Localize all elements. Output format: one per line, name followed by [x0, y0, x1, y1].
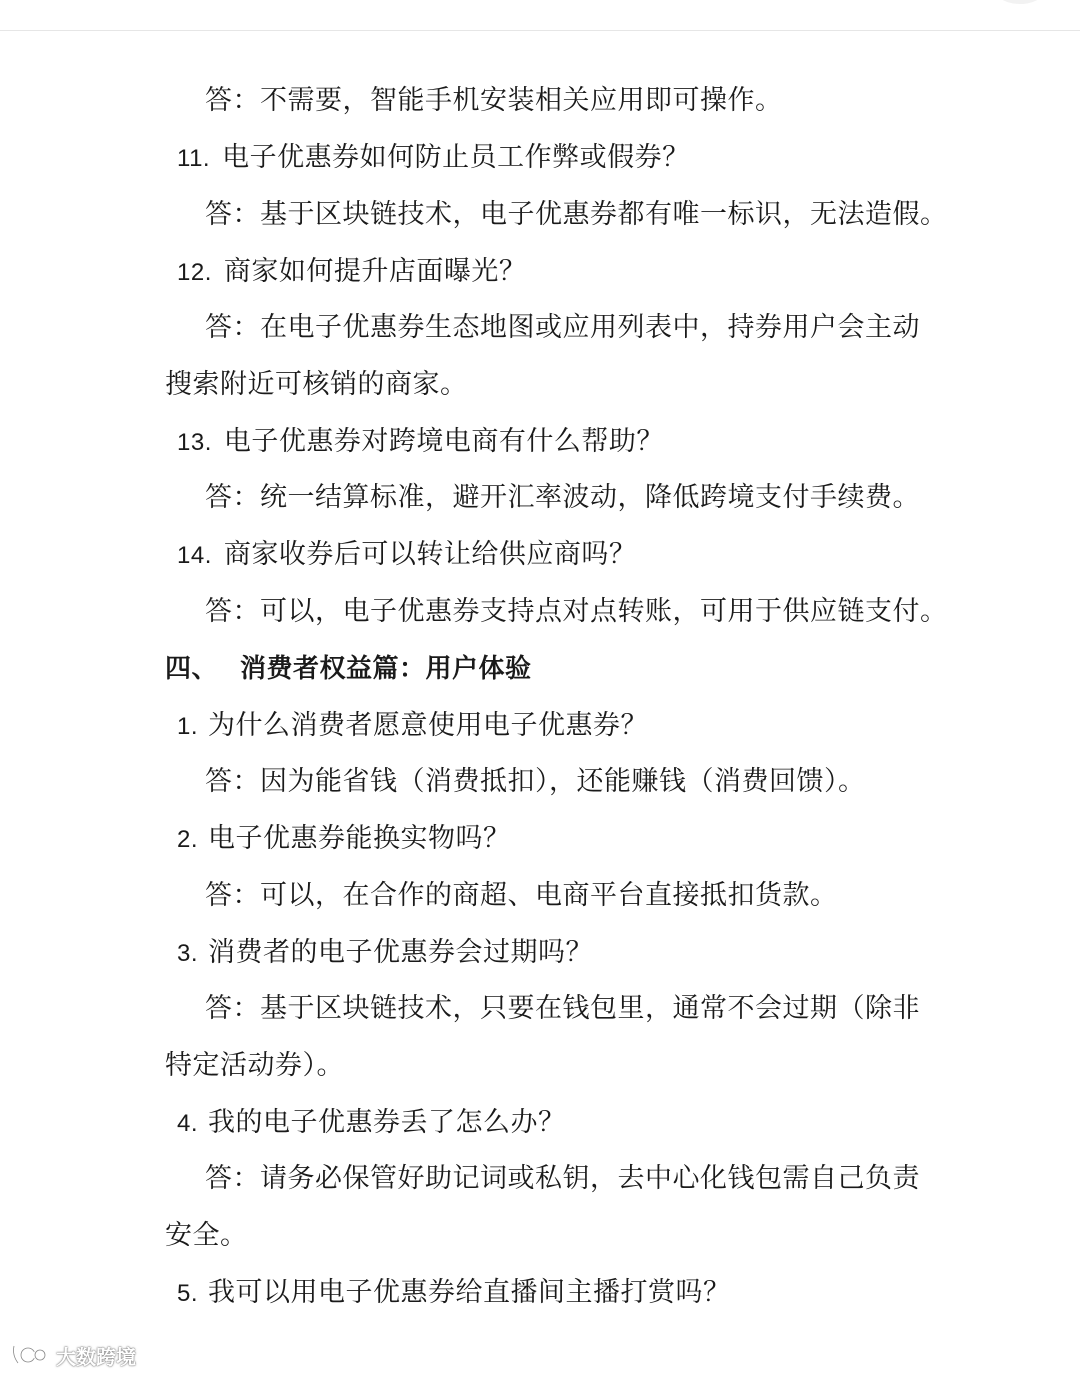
question-line — [177, 1276, 731, 1311]
answer-line: 答：统一结算标准，避开汇率波动，降低跨境支付手续费。 — [205, 482, 920, 513]
watermark — [10, 1340, 136, 1370]
question-number: 12. — [177, 259, 212, 286]
watermark-text: 大数跨境 — [56, 1344, 136, 1369]
question-line — [177, 255, 526, 290]
answer-continuation: 安全。 — [165, 1220, 248, 1251]
watermark-logo-icon — [10, 1342, 48, 1368]
question-text: 电子优惠券对跨境电商有什么帮助？ — [223, 426, 664, 457]
answer-continuation: 特定活动券）。 — [165, 1050, 344, 1081]
question-text: 为什么消费者愿意使用电子优惠券？ — [208, 710, 649, 741]
top-divider — [0, 30, 1080, 31]
question-number: 11. — [177, 145, 211, 172]
answer-line: 答：请务必保管好助记词或私钥，去中心化钱包需自己负责 — [205, 1163, 920, 1194]
question-line — [177, 141, 690, 176]
question-line — [177, 936, 593, 971]
question-text: 电子优惠券能换实物吗？ — [208, 823, 511, 854]
question-number: 13. — [177, 429, 212, 456]
question-text: 商家如何提升店面曝光？ — [223, 256, 527, 287]
question-number: 1. — [177, 713, 199, 740]
question-number: 14. — [177, 542, 212, 569]
section-number: 四、 — [165, 654, 219, 684]
question-line — [177, 1106, 566, 1141]
question-line — [177, 709, 648, 744]
section-heading — [165, 652, 532, 686]
answer-line: 答：可以，电子优惠券支持点对点转账，可用于供应链支付。 — [205, 596, 948, 627]
question-text: 我的电子优惠券丢了怎么办？ — [208, 1107, 566, 1138]
top-corner-shape — [990, 0, 1050, 4]
question-text: 消费者的电子优惠券会过期吗？ — [208, 937, 594, 968]
question-number: 5. — [177, 1280, 199, 1307]
question-line — [177, 538, 636, 573]
question-number: 4. — [177, 1110, 199, 1137]
answer-line: 答：因为能省钱（消费抵扣），还能赚钱（消费回馈）。 — [205, 766, 866, 797]
answer-line: 答：基于区块链技术，电子优惠券都有唯一标识，无法造假。 — [205, 199, 948, 230]
question-text: 我可以用电子优惠券给直播间主播打赏吗？ — [208, 1277, 731, 1308]
question-line — [177, 425, 664, 460]
answer-line: 答：在电子优惠券生态地图或应用列表中，持券用户会主动 — [205, 312, 920, 343]
question-text: 商家收券后可以转让给供应商吗？ — [223, 539, 637, 570]
question-number: 2. — [177, 826, 199, 853]
answer-line: 答：可以，在合作的商超、电商平台直接抵扣货款。 — [205, 880, 838, 911]
question-line — [177, 822, 511, 857]
question-text: 电子优惠券如何防止员工作弊或假券？ — [222, 142, 690, 173]
question-number: 3. — [177, 940, 199, 967]
answer-continuation: 搜索附近可核销的商家。 — [165, 369, 468, 400]
answer-line: 答：基于区块链技术，只要在钱包里，通常不会过期（除非 — [205, 993, 920, 1024]
section-title: 消费者权益篇：用户体验 — [240, 654, 532, 684]
answer-line: 答：不需要，智能手机安装相关应用即可操作。 — [205, 85, 783, 116]
